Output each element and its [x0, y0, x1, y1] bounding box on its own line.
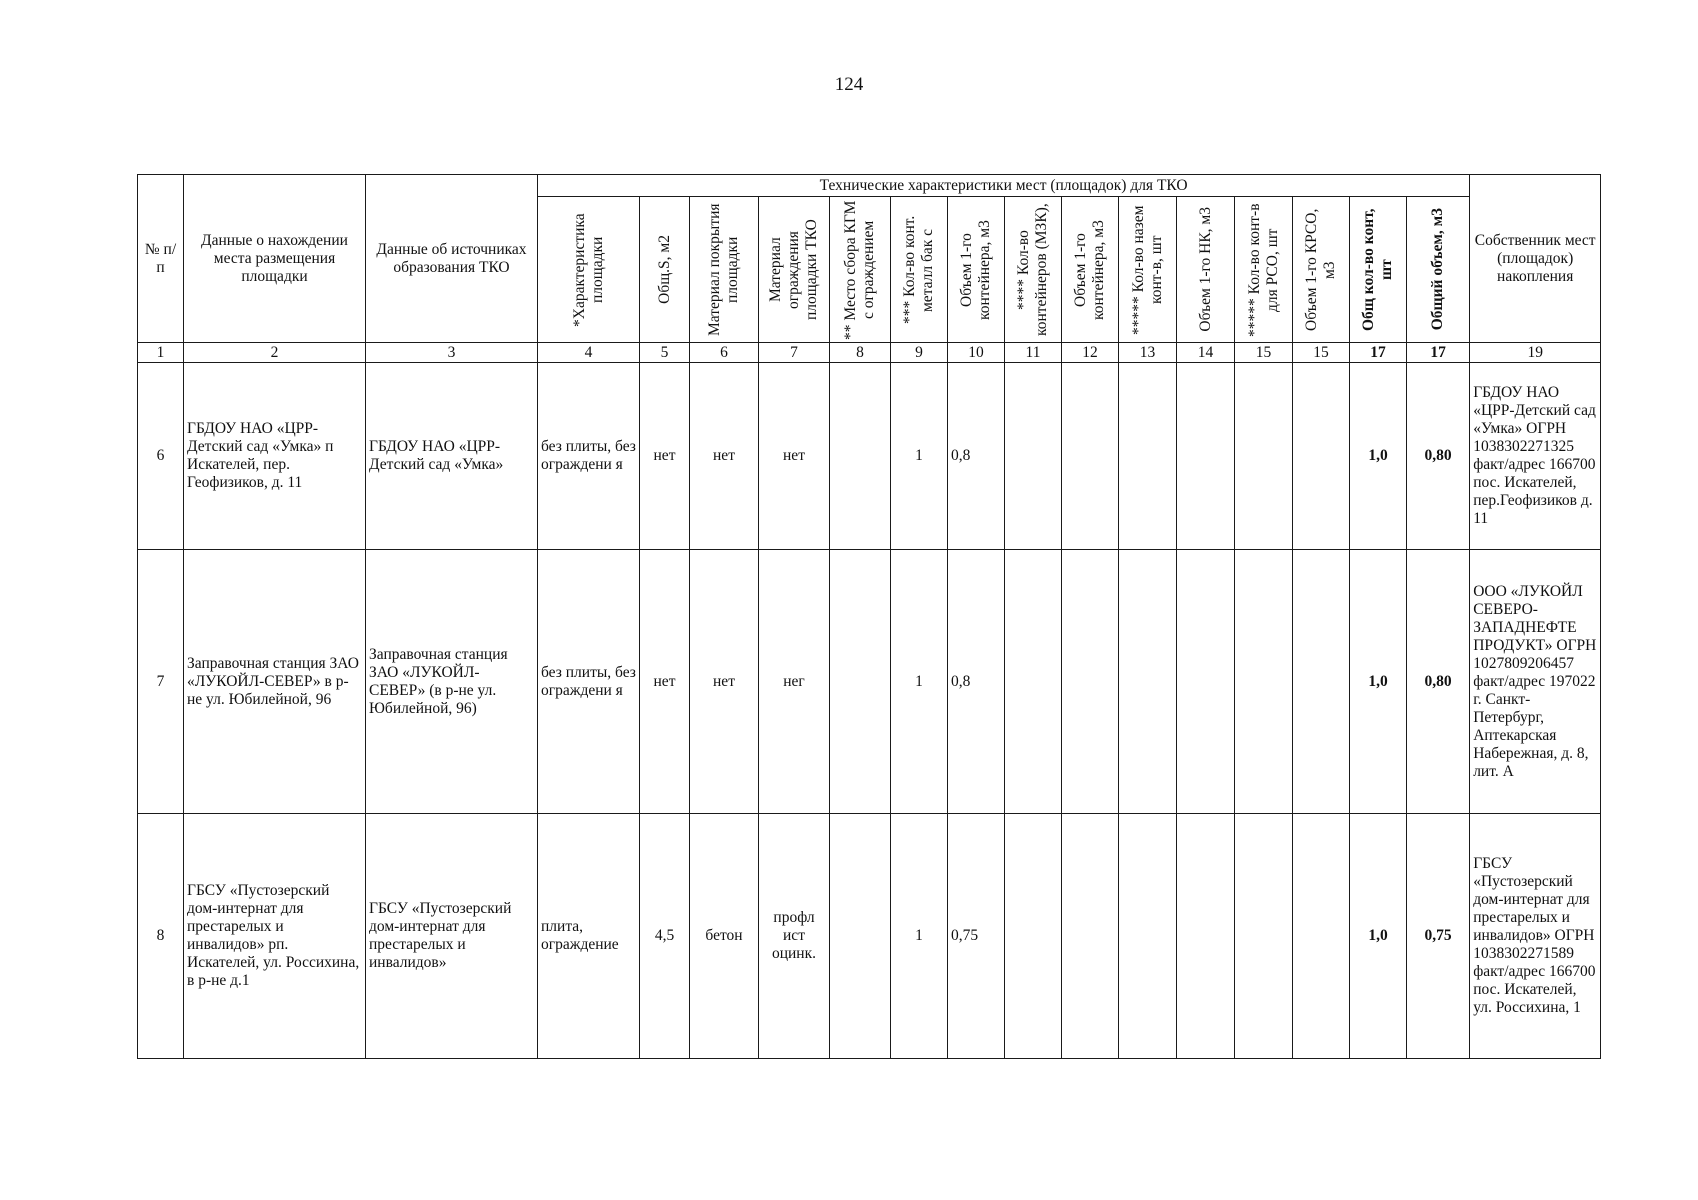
row-owner: ООО «ЛУКОЙЛ СЕВЕРО-ЗАПАДНЕФТЕ ПРОДУКТ» ОГРН 1027809206457 факт/адрес 197022 г. Санкт-Петербург, Аптекарская Набережная, д. 8, лит. А	[1470, 550, 1601, 814]
column-number: 4	[538, 343, 640, 363]
header-owner: Собственник мест (площадок) накопления	[1470, 175, 1601, 343]
column-number: 3	[366, 343, 538, 363]
table-row	[138, 550, 1601, 814]
row-total-volume: 0,80	[1407, 363, 1470, 550]
header-total-count: Общ кол-во конт, шт	[1360, 208, 1395, 331]
row-rso-volume	[1293, 814, 1350, 1059]
row-num: 8	[138, 814, 184, 1059]
column-number: 1	[138, 343, 184, 363]
row-rso-volume	[1293, 363, 1350, 550]
header-nk-volume: Объем 1-го НК, м3	[1196, 207, 1214, 332]
row-mzk-count	[1005, 550, 1062, 814]
column-number: 12	[1062, 343, 1119, 363]
header-total-volume: Общий объем, м3	[1429, 208, 1447, 331]
column-number: 10	[948, 343, 1005, 363]
row-cover: нет	[690, 550, 759, 814]
row-kgm	[830, 550, 891, 814]
row-mzk-volume	[1062, 363, 1119, 550]
row-location: ГБДОУ НАО «ЦРР-Детский сад «Умка» п Искателей, пер. Геофизиков, д. 11	[184, 363, 366, 550]
header-rso-count: ***** Кол-во конт-в для РСО, шт	[1245, 202, 1281, 337]
header-sources: Данные об источниках образования ТКО	[366, 175, 538, 343]
row-mzk-volume	[1062, 550, 1119, 814]
row-mzk-volume	[1062, 814, 1119, 1059]
column-number: 7	[759, 343, 830, 363]
header-tech-cell	[1293, 197, 1350, 343]
header-fence-material: Материал ограждения площадки ТКО	[767, 219, 820, 320]
row-num: 7	[138, 550, 184, 814]
row-total-volume: 0,75	[1407, 814, 1470, 1059]
column-number: 15	[1293, 343, 1350, 363]
row-owner: ГБСУ «Пустозерский дом-интернат для престарелых и инвалидов» ОГРН 1038302271589 факт/адрес 166700 пос. Искателей, ул. Россихина, 1	[1470, 814, 1601, 1059]
column-number: 6	[690, 343, 759, 363]
header-tech-cell	[1119, 197, 1177, 343]
row-location: Заправочная станция ЗАО «ЛУКОЙЛ-СЕВЕР» в р-не ул. Юбилейной, 96	[184, 550, 366, 814]
header-characteristic: *Характеристика площадки	[570, 212, 606, 327]
column-number-row	[138, 343, 1601, 363]
row-mzk-count	[1005, 814, 1062, 1059]
header-tech-cell	[1350, 197, 1407, 343]
row-characteristic: без плиты, без ограждени я	[538, 363, 640, 550]
row-fence: нег	[759, 550, 830, 814]
header-tech-cell	[640, 197, 690, 343]
row-rso-volume	[1293, 550, 1350, 814]
header-tech-cell	[538, 197, 640, 343]
column-number: 13	[1119, 343, 1177, 363]
column-number: 17	[1407, 343, 1470, 363]
row-nk-volume	[1177, 550, 1235, 814]
row-rso-count	[1235, 550, 1293, 814]
row-rso-count	[1235, 363, 1293, 550]
table-row	[138, 363, 1601, 550]
column-number: 19	[1470, 343, 1601, 363]
row-nk-count	[1119, 363, 1177, 550]
header-rso-volume: Объем 1-го КРСО, м3	[1303, 208, 1338, 331]
row-owner: ГБДОУ НАО «ЦРР-Детский сад «Умка» ОГРН 1038302271325 факт/адрес 166700 пос. Искателей, пер.Геофизиков д. 11	[1470, 363, 1601, 550]
header-tech-group: Технические характеристики мест (площадок) для ТКО	[538, 175, 1470, 197]
row-cover: нет	[690, 363, 759, 550]
header-nk-count: ***** Кол-во назем конт-в, шт	[1129, 204, 1165, 335]
row-nk-volume	[1177, 814, 1235, 1059]
header-tech-cell	[1235, 197, 1293, 343]
table-row	[138, 814, 1601, 1059]
header-mzk-count: **** Кол-во контейнеров (МЗК),	[1015, 203, 1050, 336]
header-tech-cell	[1062, 197, 1119, 343]
header-cover-material: Материал покрытия площадки	[706, 203, 741, 336]
header-tech-cell	[1005, 197, 1062, 343]
column-number: 2	[184, 343, 366, 363]
row-area: нет	[640, 550, 690, 814]
column-number: 15	[1235, 343, 1293, 363]
row-nk-count	[1119, 814, 1177, 1059]
row-sources: ГБДОУ НАО «ЦРР-Детский сад «Умка»	[366, 363, 538, 550]
row-area: 4,5	[640, 814, 690, 1059]
row-characteristic: без плиты, без ограждени я	[538, 550, 640, 814]
row-rso-count	[1235, 814, 1293, 1059]
row-num: 6	[138, 363, 184, 550]
column-number: 17	[1350, 343, 1407, 363]
row-fence: нет	[759, 363, 830, 550]
column-number: 14	[1177, 343, 1235, 363]
row-sources: Заправочная станция ЗАО «ЛУКОЙЛ-СЕВЕР» (в р-не ул. Юбилейной, 96)	[366, 550, 538, 814]
header-area: Общ.S, м2	[655, 235, 673, 304]
header-kgm-place: ** Место сбора КГМ с ограждением	[842, 199, 877, 340]
column-number: 11	[1005, 343, 1062, 363]
row-metal-volume: 0,8	[948, 550, 1005, 814]
row-metal-volume: 0,8	[948, 363, 1005, 550]
header-mzk-volume: Объем 1-го контейнера, м3	[1072, 219, 1107, 320]
row-metal-volume: 0,75	[948, 814, 1005, 1059]
row-metal-count: 1	[891, 814, 948, 1059]
row-kgm	[830, 363, 891, 550]
header-tech-cell	[830, 197, 891, 343]
header-tech-cell	[690, 197, 759, 343]
column-number: 5	[640, 343, 690, 363]
row-total-count: 1,0	[1350, 550, 1407, 814]
row-cover: бетон	[690, 814, 759, 1059]
header-row-1	[138, 175, 1601, 197]
header-tech-cell	[891, 197, 948, 343]
header-metal-volume: Объем 1-го контейнера, м3	[958, 219, 993, 320]
row-characteristic: плита, ограждение	[538, 814, 640, 1059]
column-number: 8	[830, 343, 891, 363]
row-metal-count: 1	[891, 363, 948, 550]
row-mzk-count	[1005, 363, 1062, 550]
row-area: нет	[640, 363, 690, 550]
row-total-volume: 0,80	[1407, 550, 1470, 814]
row-kgm	[830, 814, 891, 1059]
row-nk-count	[1119, 550, 1177, 814]
row-total-count: 1,0	[1350, 814, 1407, 1059]
row-fence: профл ист оцинк.	[759, 814, 830, 1059]
header-metal-count: *** Кол-во конт. металл бак с	[901, 215, 936, 324]
header-tech-cell	[1177, 197, 1235, 343]
header-tech-cell	[1407, 197, 1470, 343]
header-location: Данные о нахождении места размещения площадки	[184, 175, 366, 343]
row-sources: ГБСУ «Пустозерский дом-интернат для престарелых и инвалидов»	[366, 814, 538, 1059]
row-total-count: 1,0	[1350, 363, 1407, 550]
header-tech-cell	[948, 197, 1005, 343]
column-number: 9	[891, 343, 948, 363]
page-number: 124	[834, 74, 864, 95]
row-metal-count: 1	[891, 550, 948, 814]
row-location: ГБСУ «Пустозерский дом-интернат для престарелых и инвалидов» рп. Искателей, ул. Россихина, в р-не д.1	[184, 814, 366, 1059]
header-tech-cell	[759, 197, 830, 343]
header-num: № п/п	[138, 175, 184, 343]
row-nk-volume	[1177, 363, 1235, 550]
waste-sites-table	[137, 174, 1601, 1059]
